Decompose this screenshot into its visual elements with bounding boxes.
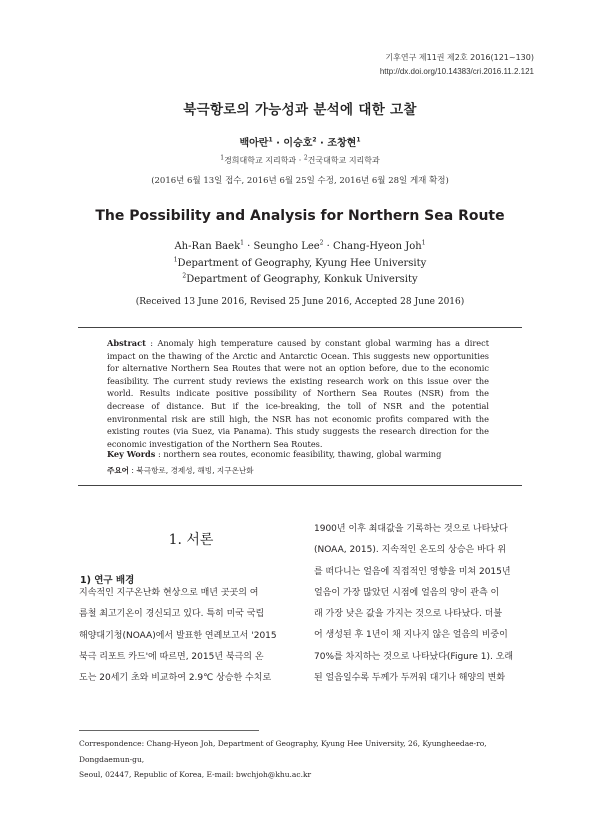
footnote-line: Seoul, 02447, Republic of Korea, E-mail: bwchjoh@khu.ac.kr — [79, 770, 312, 779]
author-sup: 1 — [268, 136, 273, 144]
body-line: 된 얼음일수록 두께가 두꺼워 대기나 해양의 변화 — [314, 673, 506, 684]
affil-sup: 2 — [182, 272, 187, 280]
subsection-title: 1) 연구 배경 — [80, 575, 135, 586]
korean-authors: 백아란$^1$ · 이승호$^2$ · 조창현$^1$ — [239, 136, 361, 149]
doi-link[interactable]: http://dx.doi.org/10.14383/cri.2016.11.2.121 — [379, 67, 534, 76]
english-dates: (Received 13 June 2016, Revised 25 June 2016, Accepted 28 June 2016) — [135, 297, 465, 307]
footnote — [79, 736, 539, 783]
footnote-line: Correspondence: Chang-Hyeon Joh, Department of Geography, Kyung Hee University, 26, Kyungheedae-ro, Dongdaemun-gu, — [79, 739, 487, 764]
body-line: 1900년 이후 최대값을 기록하는 것으로 나타났다 — [314, 524, 508, 534]
keywords-text: : northern sea routes, economic feasibility, thawing, global warming — [155, 449, 442, 459]
korean-dates: (2016년 6월 13일 접수, 2016년 6월 25일 수정, 2016년 6월 28일 게재 확정) — [151, 176, 449, 186]
affiliation: Department of Geography, Konkuk University — [186, 274, 418, 285]
body-line: 70%를 차지하는 것으로 나타났다(Figure 1). 오래 — [314, 651, 514, 662]
english-affiliation-1 — [0, 258, 600, 269]
affil-sup: 2 — [303, 154, 308, 162]
body-right-column — [314, 519, 513, 689]
abstract-bottom-rule — [78, 485, 522, 486]
body-line: 래 가장 낮은 값을 가지는 것으로 나타났다. 더불 — [314, 609, 503, 620]
english-title: The Possibility and Analysis for Northern Sea Route — [95, 208, 505, 224]
author-name: Chang-Hyeon Joh — [333, 241, 422, 252]
body-line: 어 생성된 후 1년이 채 지나지 않은 얼음의 비중이 — [314, 630, 508, 641]
author-name: Seungho Lee — [253, 241, 320, 252]
korean-title: 북극항로의 가능성과 분석에 대한 고찰 — [183, 102, 417, 118]
author-sup: 2 — [312, 136, 317, 144]
author-sup: 2 — [319, 239, 324, 247]
affil-sup: 1 — [220, 154, 225, 162]
abstract — [107, 337, 489, 450]
keywords-label: Key Words — [107, 449, 156, 459]
author-name: 이승호 — [283, 138, 313, 149]
body-line: 북극 리포트 카드'에 따르면, 2015년 북극의 온 — [79, 651, 264, 662]
affiliation: Department of Geography, Kyung Hee University — [177, 258, 427, 269]
body-line: 름철 최고기온이 경신되고 있다. 특히 미국 국립 — [79, 609, 265, 620]
affiliation: 경희대학교 지리학과 — [224, 156, 297, 165]
body-line: 지속적인 지구온난화 현상으로 매년 곳곳의 여 — [79, 588, 259, 598]
korean-affiliations: $^1$경희대학교 지리학과 · $^2$건국대학교 지리학과 — [220, 154, 380, 165]
body-line: 를 떠다니는 얼음에 직접적인 영향을 미쳐 2015년 — [314, 566, 511, 577]
affiliation: 건국대학교 지리학과 — [307, 156, 380, 165]
body-line: 해양대기청(NOAA)에서 발표한 연례보고서 '2015 — [79, 630, 277, 641]
korean-keywords-text: : 북극항로, 경제성, 해빙, 지구온난화 — [129, 466, 254, 475]
body-line: (NOAA, 2015). 지속적인 온도의 상승은 바다 위 — [314, 545, 507, 556]
author-name: Ah-Ran Baek — [174, 241, 241, 252]
korean-keywords-label: 주요어 — [107, 466, 130, 475]
footnote-rule — [79, 730, 259, 731]
english-authors: Ah-Ran Baek$^1$ · Seungho Lee$^2$ · Chang-Hyeon Joh$^1$ — [174, 239, 426, 252]
body-line: 도는 20세기 초와 비교하여 2.9℃ 상승한 수치로 — [79, 673, 272, 684]
affil-sup: 1 — [173, 256, 178, 264]
abstract-label: Abstract — [107, 338, 146, 348]
keywords — [107, 449, 507, 459]
abstract-top-rule — [78, 327, 522, 328]
english-affiliation-2 — [0, 274, 600, 285]
korean-keywords — [107, 465, 507, 476]
author-name: 백아란 — [239, 138, 269, 149]
author-sup: 1 — [240, 239, 244, 247]
author-name: 조창현 — [327, 138, 357, 149]
body-left-column — [79, 583, 277, 689]
author-sup: 1 — [356, 136, 361, 144]
abstract-text: : Anomaly high temperature caused by constant global warming has a direct impact on the thawing of the Arctic and Antarctic Ocean. This suggests new opportunities for alternative Northern Sea Routes that were not an option before, due to the economic feasibility. The current study reviews the existing research work on this issue over the world. Results indicate positive possibility of Northern Sea Routes (NSR) from the decrease of distance. But if the ice-breaking, the toll of NSR and the potential environmental risk are still high, the NSR has not economic profits compared with the existing routes (via Suez, via Panama). This study suggests the research direction for the economic investigation of the Northern Sea Routes. — [107, 338, 489, 449]
journal-citation: 기후연구 제11권 제2호 2016(121~130) — [385, 53, 534, 62]
body-line: 얼음이 가장 많았던 시점에 얼음의 양이 관측 이 — [314, 587, 500, 598]
section-title: 1. 서론 — [168, 532, 214, 548]
author-sup: 1 — [421, 239, 426, 247]
